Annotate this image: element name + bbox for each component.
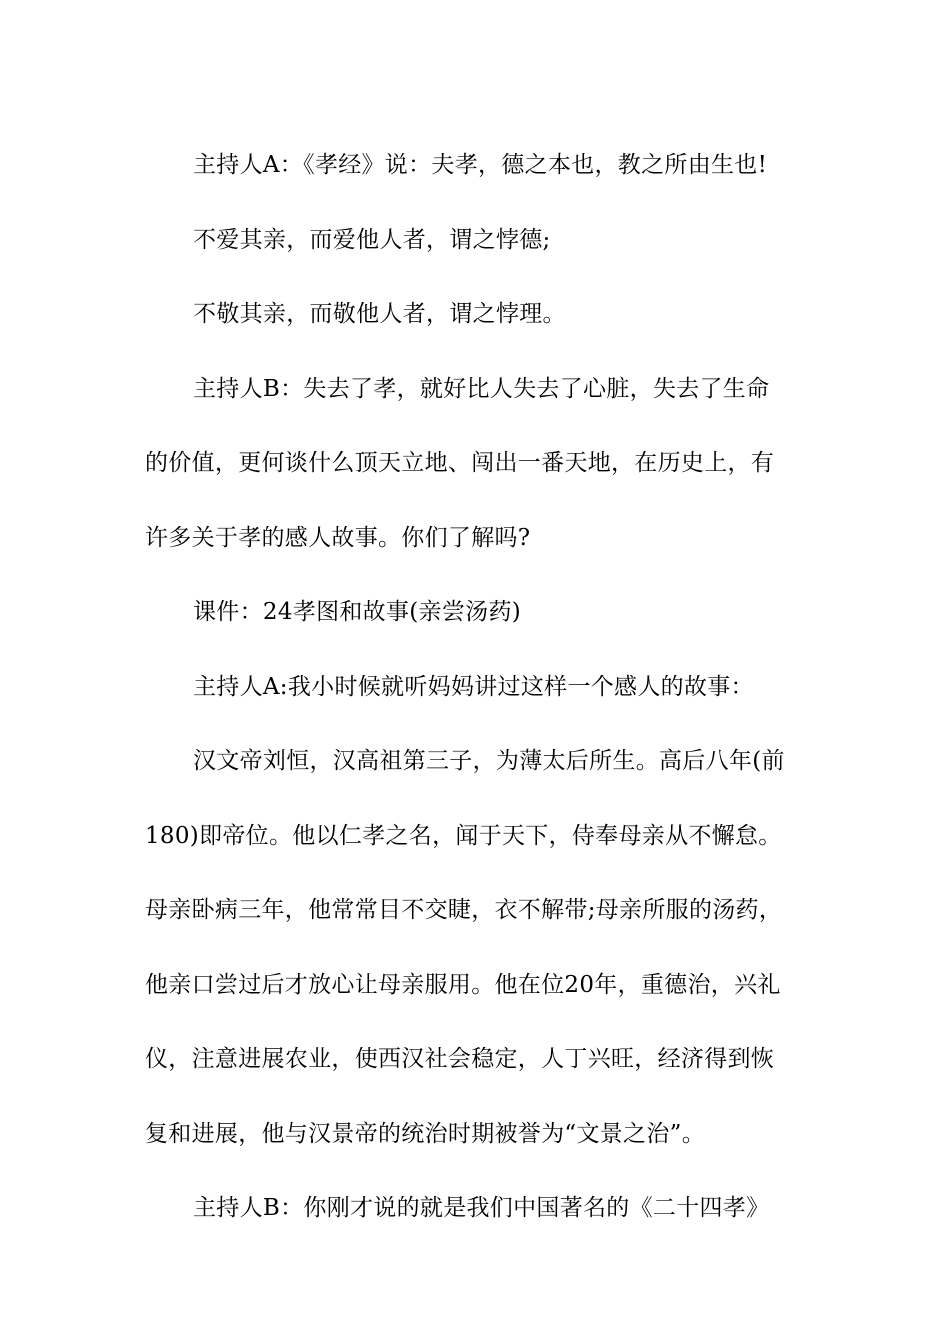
text-line: 复和进展，他与汉景帝的统治时期被誉为“文景之治”。: [145, 1120, 706, 1147]
text-line: 180)即帝位。他以仁孝之名，闻于天下，侍奉母亲从不懈怠。: [145, 822, 782, 849]
text-line: 的价值，更何谈什么顶天立地、闯出一番天地，在历史上，有: [145, 450, 775, 476]
text-line: 主持人B：你刚才说的就是我们中国著名的《二十四孝》: [193, 1195, 770, 1221]
text-line: 他亲口尝过后才放心让母亲服用。他在位20年，重德治，兴礼: [145, 971, 781, 998]
document-body: [145, 128, 810, 1246]
text-line: 主持人A:我小时候就听妈妈讲过这样一个感人的故事：: [193, 673, 754, 700]
text-line: 汉文帝刘恒，汉高祖第三子，为薄太后所生。高后八年(前: [193, 748, 785, 774]
text-line: 母亲卧病三年，他常常目不交睫，衣不解带;母亲所服的汤药，: [145, 897, 783, 923]
text-line: 许多关于孝的感人故事。你们了解吗?: [145, 524, 531, 551]
text-line: 主持人B：失去了孝，就好比人失去了心脏，失去了生命: [193, 375, 770, 402]
text-line: 课件：24孝图和故事(亲尝汤药): [193, 599, 522, 625]
text-line: 仪，注意进展农业，使西汉社会稳定，人丁兴旺，经济得到恢: [145, 1046, 775, 1072]
text-line: 主持人A：《孝经》说：夫孝，德之本也，教之所由生也!: [193, 152, 768, 178]
text-line: 不爱其亲，而爱他人者，谓之悖德;: [193, 226, 551, 253]
text-line: 不敬其亲，而敬他人者，谓之悖理。: [193, 301, 566, 327]
